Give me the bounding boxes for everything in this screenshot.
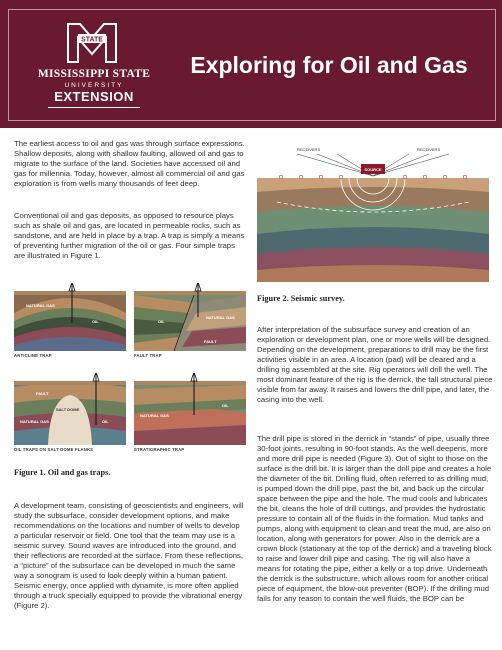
trap-label: NATURAL GAS bbox=[26, 303, 55, 308]
fault-trap-title: FAULT TRAP bbox=[134, 353, 162, 358]
page-title: Exploring for Oil and Gas bbox=[190, 52, 468, 78]
figure-1-traps bbox=[14, 283, 246, 468]
receivers-left-label: RECEIVERS bbox=[297, 147, 321, 152]
anticline-trap-diagram bbox=[14, 283, 126, 351]
salt-dome-trap-title: OIL TRAPS ON SALT DOME FLANKS bbox=[14, 447, 94, 452]
salt-dome-trap-diagram bbox=[14, 373, 126, 445]
trap-label: OIL bbox=[102, 419, 109, 424]
logo-university: UNIVERSITY bbox=[64, 82, 124, 89]
development-paragraph: A development team, consisting of geoscientists and engineers, will study the subsurface, consider development options, and make recommendations on the locations and number of wells to develop a particular reservoir or field. One tool that the team may use is a seismic survey. Sound waves are introduced into the ground, and their reflections are recorded at the surface. From these reflections, a “picture” of the subsurface can be developed in much the same way a sonogram is used to look deeply within a human patient. Seismic energy, once applied with dynamite, is more often applied through a truck specially equipped to provide the vibrational energy (Figure 2). bbox=[14, 501, 244, 610]
figure-1-caption: Figure 1. Oil and gas traps. bbox=[14, 468, 111, 477]
trap-label: FAULT bbox=[204, 339, 217, 344]
trap-label: OIL bbox=[222, 403, 229, 408]
stratigraphic-trap-diagram bbox=[134, 373, 246, 445]
logo-name: MISSISSIPPI STATE bbox=[37, 68, 151, 80]
msu-extension-logo bbox=[28, 22, 160, 106]
stratigraphic-trap-title: STRATIGRAPHIC TRAP bbox=[134, 447, 185, 452]
trap-label: OIL bbox=[92, 319, 99, 324]
trap-label: NATURAL GAS bbox=[140, 413, 169, 418]
anticline-trap-title: ANTICLINE TRAP bbox=[14, 353, 52, 358]
header-banner bbox=[0, 0, 502, 128]
figure-2-caption: Figure 2. Seismic survey. bbox=[257, 294, 345, 303]
intro-paragraph: The earliest access to oil and gas was through surface expressions. Shallow deposits, along with shallow faulting, allowed oil and gas to migrate to the surface of the land. Societies have accessed oil and gas for millennia. Today, however, almost all commercial oil and gas exploration is from wells many thousands of feet deep. bbox=[14, 139, 245, 188]
svg-text:STATE: STATE bbox=[81, 36, 103, 44]
trap-label: FAULT bbox=[36, 391, 49, 396]
traps-paragraph: Conventional oil and gas deposits, as opposed to resource plays such as shale oil and gas, are located in permeable rocks, such as sandstone, and are held in place by a trap. A trap is simply a means of preventing further migration of the oil or gas. Four simple traps are illustrated in Figure 1. bbox=[14, 211, 245, 260]
msu-m-logo-icon bbox=[64, 22, 120, 64]
fault-trap-diagram bbox=[134, 283, 246, 351]
logo-extension: EXTENSION bbox=[54, 89, 134, 104]
trap-label: SALT DOME bbox=[56, 407, 80, 412]
figure-2-seismic-diagram bbox=[257, 142, 489, 282]
well-design-paragraph: After interpretation of the subsurface survey and creation of an exploration or development plan, one or more wells will be designed. Depending on the development, preparations to drill may be the first activities visible in an area. A location (pad) will be cleared and a drilling rig assembled at the site. Rig operators will drill the well. The most dominant feature of the rig is the derrick, the tall structural piece visible from far away. It raises and lowers the drill pipe, and later, the casing into the well. bbox=[257, 325, 493, 404]
trap-label: OIL bbox=[158, 319, 165, 324]
drill-pipe-paragraph: The drill pipe is stored in the derrick in “stands” of pipe, usually three 30-foot joints, resulting in 90-foot stands. As the well deepens, more and more drill pipe is needed (Figure 3). Out of sight to those on the surface is the drill bit. It is larger than the drill pipe and creates a hole the diameter of the bit. Drilling fluid, often referred to as drilling mud, is pumped down the drill pipe, past the bit, and back up the circular space between the pipe and the hole. The mud cools and lubricates the bit, cleans the hole of drill cuttings, and provides the hydrostatic pressure to contain all of the fluids in the formation. Mud tanks and pumps, along with equipment to clean and treat the mud, are also on location, along with generators for power. Also in the derrick are a crown block (stationary at the top of the derrick) and a traveling block to raise and lower drill pipe and casing. The rig will also have a means for rotating the pipe, either a kelly or a top drive. Underneath the derrick is the substructure, which allows room for another critical piece of equipment, the blow-out preventer (BOP). If the drilling mud fails for any reason to contain the well fluids, the BOP can be bbox=[257, 434, 492, 603]
trap-label: NATURAL GAS bbox=[20, 419, 49, 424]
source-label: SOURCE bbox=[364, 167, 382, 172]
trap-label: NATURAL GAS bbox=[206, 315, 235, 320]
receivers-right-label: RECEIVERS bbox=[417, 147, 441, 152]
logo-divider bbox=[48, 107, 140, 108]
